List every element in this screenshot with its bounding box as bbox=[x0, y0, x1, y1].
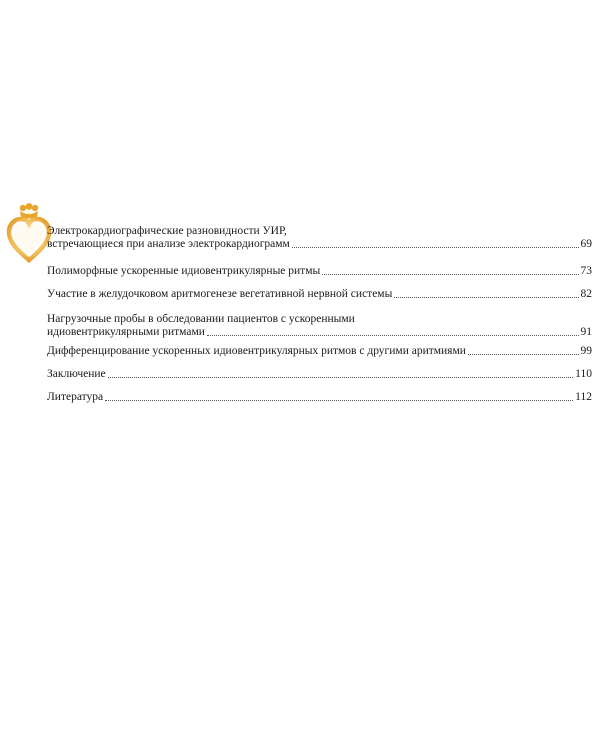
toc-entry-title: Дифференцирование ускоренных идиовентрикулярных ритмов с другими аритмиями bbox=[47, 345, 466, 357]
leader-dots bbox=[108, 377, 574, 378]
toc-page-number: 82 bbox=[580, 288, 592, 300]
toc-page-number: 99 bbox=[580, 345, 592, 357]
toc-entry-title-line-2: встречающиеся при анализе электрокардиограмм bbox=[47, 238, 290, 250]
toc-page-number: 73 bbox=[580, 265, 592, 277]
toc-entry-title-line-2: идиовентрикулярными ритмами bbox=[47, 326, 205, 338]
leader-dots bbox=[468, 354, 579, 355]
toc-entry-title: Участие в желудочковом аритмогенезе вегетативной нервной системы bbox=[47, 288, 393, 300]
leader-dots bbox=[394, 297, 578, 298]
toc-page-number: 110 bbox=[575, 368, 592, 380]
crown-icon bbox=[20, 203, 38, 218]
toc-page-number: 69 bbox=[580, 238, 592, 250]
toc-entry-conclusion bbox=[47, 368, 592, 381]
toc-entry-literature bbox=[47, 391, 592, 404]
toc-entry-ecg-variants bbox=[47, 225, 592, 251]
leader-dots bbox=[322, 274, 578, 275]
toc-entry-differentiation bbox=[47, 345, 592, 358]
toc-entry-title-line-1: Нагрузочные пробы в обследовании пациентов с ускоренными bbox=[47, 313, 355, 325]
leader-dots bbox=[292, 247, 579, 248]
leader-dots bbox=[105, 400, 573, 401]
publisher-logo bbox=[6, 202, 52, 264]
toc-entry-polymorphic-rhythms bbox=[47, 265, 592, 278]
toc-entry-title: Литература bbox=[47, 391, 104, 403]
toc-entry-title: Полиморфные ускоренные идиовентрикулярные ритмы bbox=[47, 265, 321, 277]
toc-entry-autonomic-nervous-system bbox=[47, 288, 592, 301]
toc-entry-title: Заключение bbox=[47, 368, 106, 380]
toc-page-number: 91 bbox=[580, 326, 592, 338]
toc-entry-title-line-1: Электрокардиографические разновидности УИР, bbox=[47, 225, 287, 237]
heart-crown-logo-icon bbox=[6, 202, 52, 264]
toc-entry-stress-tests bbox=[47, 313, 592, 339]
leader-dots bbox=[207, 335, 579, 336]
toc-page-number: 112 bbox=[575, 391, 592, 403]
